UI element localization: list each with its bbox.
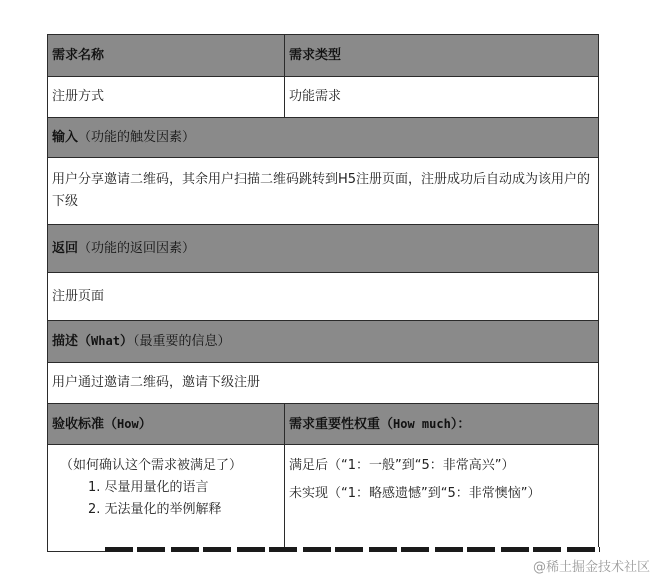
type-value: 功能需求 <box>285 77 599 118</box>
cropped-next-row <box>105 547 600 552</box>
criteria-item-2: 2. 无法量化的举例解释 <box>88 502 222 517</box>
name-header: 需求名称 <box>52 47 105 63</box>
importance-header: 需求重要性权重 <box>289 416 381 432</box>
acceptance-paren-open: （ <box>104 416 118 432</box>
header-row-input <box>48 118 599 158</box>
header-row-name-type <box>48 35 599 77</box>
watermark: @稀土掘金技术社区 <box>532 560 650 575</box>
description-paren-close: ） <box>119 334 133 349</box>
input-header-cell <box>48 118 599 158</box>
acceptance-how: How <box>117 416 139 431</box>
name-header-cell <box>48 35 285 77</box>
type-header: 需求类型 <box>289 47 342 63</box>
description-header-note: （最重要的信息） <box>132 334 231 349</box>
importance-how-much: How much <box>393 416 451 431</box>
header-row-return <box>48 225 599 273</box>
row-input-text <box>48 158 599 225</box>
return-header: 返回 <box>52 240 79 256</box>
unmet-text: 未实现（“1：略感遗憾”到“5：非常懊恼”） <box>289 486 541 501</box>
row-return-text <box>48 273 599 321</box>
return-header-note: （功能的返回因素） <box>78 240 196 256</box>
importance-paren-close: ）： <box>450 416 471 432</box>
return-header-cell <box>48 225 599 273</box>
row-description-text <box>48 363 599 404</box>
importance-header-cell <box>285 404 599 445</box>
input-header-note: （功能的触发因素） <box>78 129 196 145</box>
acceptance-header: 验收标准 <box>52 416 105 432</box>
criteria-intro: （如何确认这个需求被满足了） <box>60 458 243 473</box>
description-what: What <box>91 334 120 348</box>
input-text: 用户分享邀请二维码，其余用户扫描二维码跳转到H5注册页面，注册成功后自动成为该用户的下级 <box>48 158 599 225</box>
requirement-table <box>47 34 599 552</box>
importance-cell <box>285 445 599 552</box>
acceptance-header-cell <box>48 404 285 445</box>
header-row-acceptance-importance <box>48 404 599 445</box>
description-header: 描述 <box>52 334 79 349</box>
description-header-cell <box>48 321 599 363</box>
return-text: 注册页面 <box>48 273 599 321</box>
description-text: 用户通过邀请二维码，邀请下级注册 <box>48 363 599 404</box>
row-name-type-values <box>48 77 599 118</box>
criteria-cell <box>48 445 285 552</box>
criteria-item-1: 1. 尽量用量化的语言 <box>88 480 209 495</box>
name-value: 注册方式 <box>48 77 285 118</box>
row-criteria <box>48 445 599 552</box>
acceptance-paren-close: ） <box>138 416 152 432</box>
header-row-description <box>48 321 599 363</box>
input-header: 输入 <box>52 129 79 145</box>
type-header-cell <box>285 35 599 77</box>
importance-paren-open: （ <box>380 416 394 432</box>
description-paren-open: （ <box>78 334 92 349</box>
satisfied-text: 满足后（“1：一般”到“5：非常高兴”） <box>289 458 515 473</box>
